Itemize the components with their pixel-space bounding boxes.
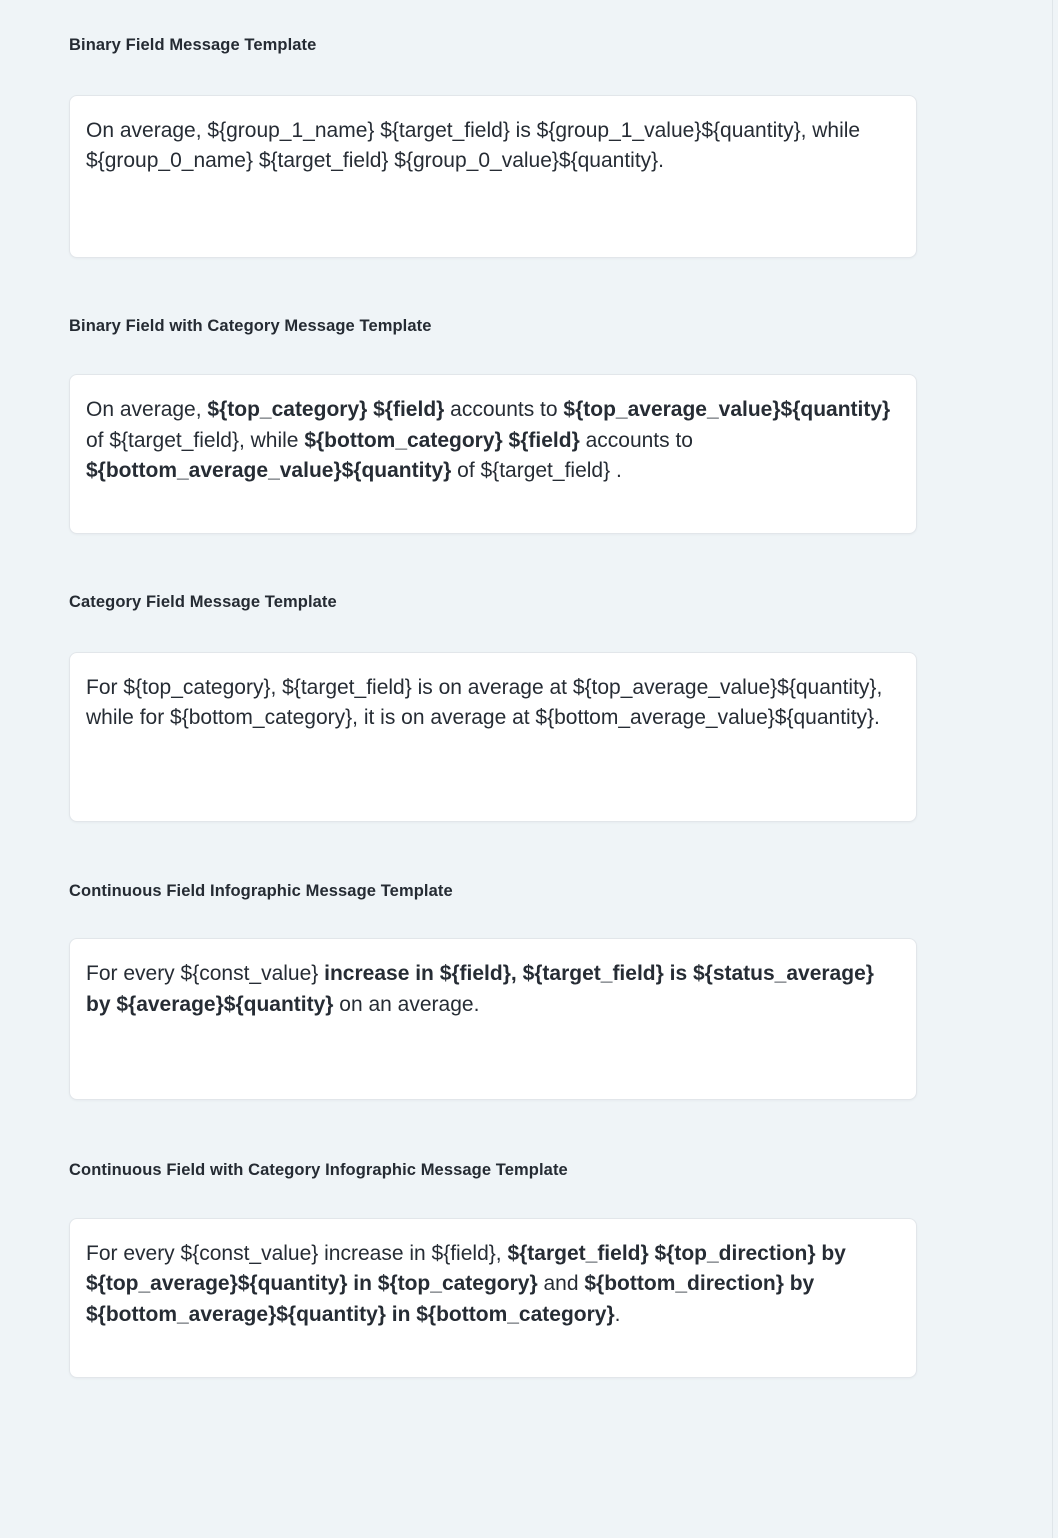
textarea-value-binary-field-with-category-message-template: On average, ${top_category} ${field} accounts to ${top_average_value}${quantity} of ${target_field}, while ${bottom_category} ${field} accounts to ${bottom_average_value}${quantity} of ${target_field} . — [86, 398, 891, 482]
textarea-value-category-field-message-template: For ${top_category}, ${target_field} is on average at ${top_average_value}${quantity}, while for ${bottom_category}, it is on average at ${bottom_average_value}${quantity}. — [86, 675, 883, 729]
section-continuous-field-infographic-message-template — [0, 822, 1052, 1101]
textarea-continuous-field-with-category-infographic-message-template[interactable] — [69, 1218, 917, 1378]
textarea-value-continuous-field-with-category-infographic-message-template: For every ${const_value} increase in ${field}, ${target_field} ${top_direction} by ${top_average}${quantity} in ${top_category} and ${bottom_direction} by ${bottom_average}${quantity} in ${bottom_category}. — [86, 1241, 846, 1326]
textarea-value-continuous-field-infographic-message-template: For every ${const_value} increase in ${field}, ${target_field} is ${status_average} by ${average}${quantity} on an average. — [86, 962, 874, 1016]
label-binary-field-with-category-message-template: Binary Field with Category Message Template — [69, 316, 432, 335]
textarea-category-field-message-template[interactable] — [69, 652, 917, 822]
section-binary-field-message-template — [0, 0, 1052, 258]
section-continuous-field-with-category-infographic-message-template — [0, 1100, 1052, 1378]
label-binary-field-message-template: Binary Field Message Template — [69, 36, 317, 54]
section-category-field-message-template — [0, 534, 1052, 822]
section-binary-field-with-category-message-template — [0, 258, 1052, 535]
label-continuous-field-infographic-message-template: Continuous Field Infographic Message Template — [69, 881, 453, 900]
label-category-field-message-template: Category Field Message Template — [69, 593, 337, 611]
textarea-continuous-field-infographic-message-template[interactable] — [69, 938, 917, 1100]
textarea-binary-field-message-template[interactable] — [69, 95, 917, 258]
label-continuous-field-with-category-infographic-message-template: Continuous Field with Category Infographic Message Template — [69, 1161, 568, 1179]
textarea-binary-field-with-category-message-template[interactable] — [69, 374, 917, 534]
textarea-value-binary-field-message-template: On average, ${group_1_name} ${target_field} is ${group_1_value}${quantity}, while ${group_0_name} ${target_field} ${group_0_value}${quantity}. — [86, 118, 861, 172]
